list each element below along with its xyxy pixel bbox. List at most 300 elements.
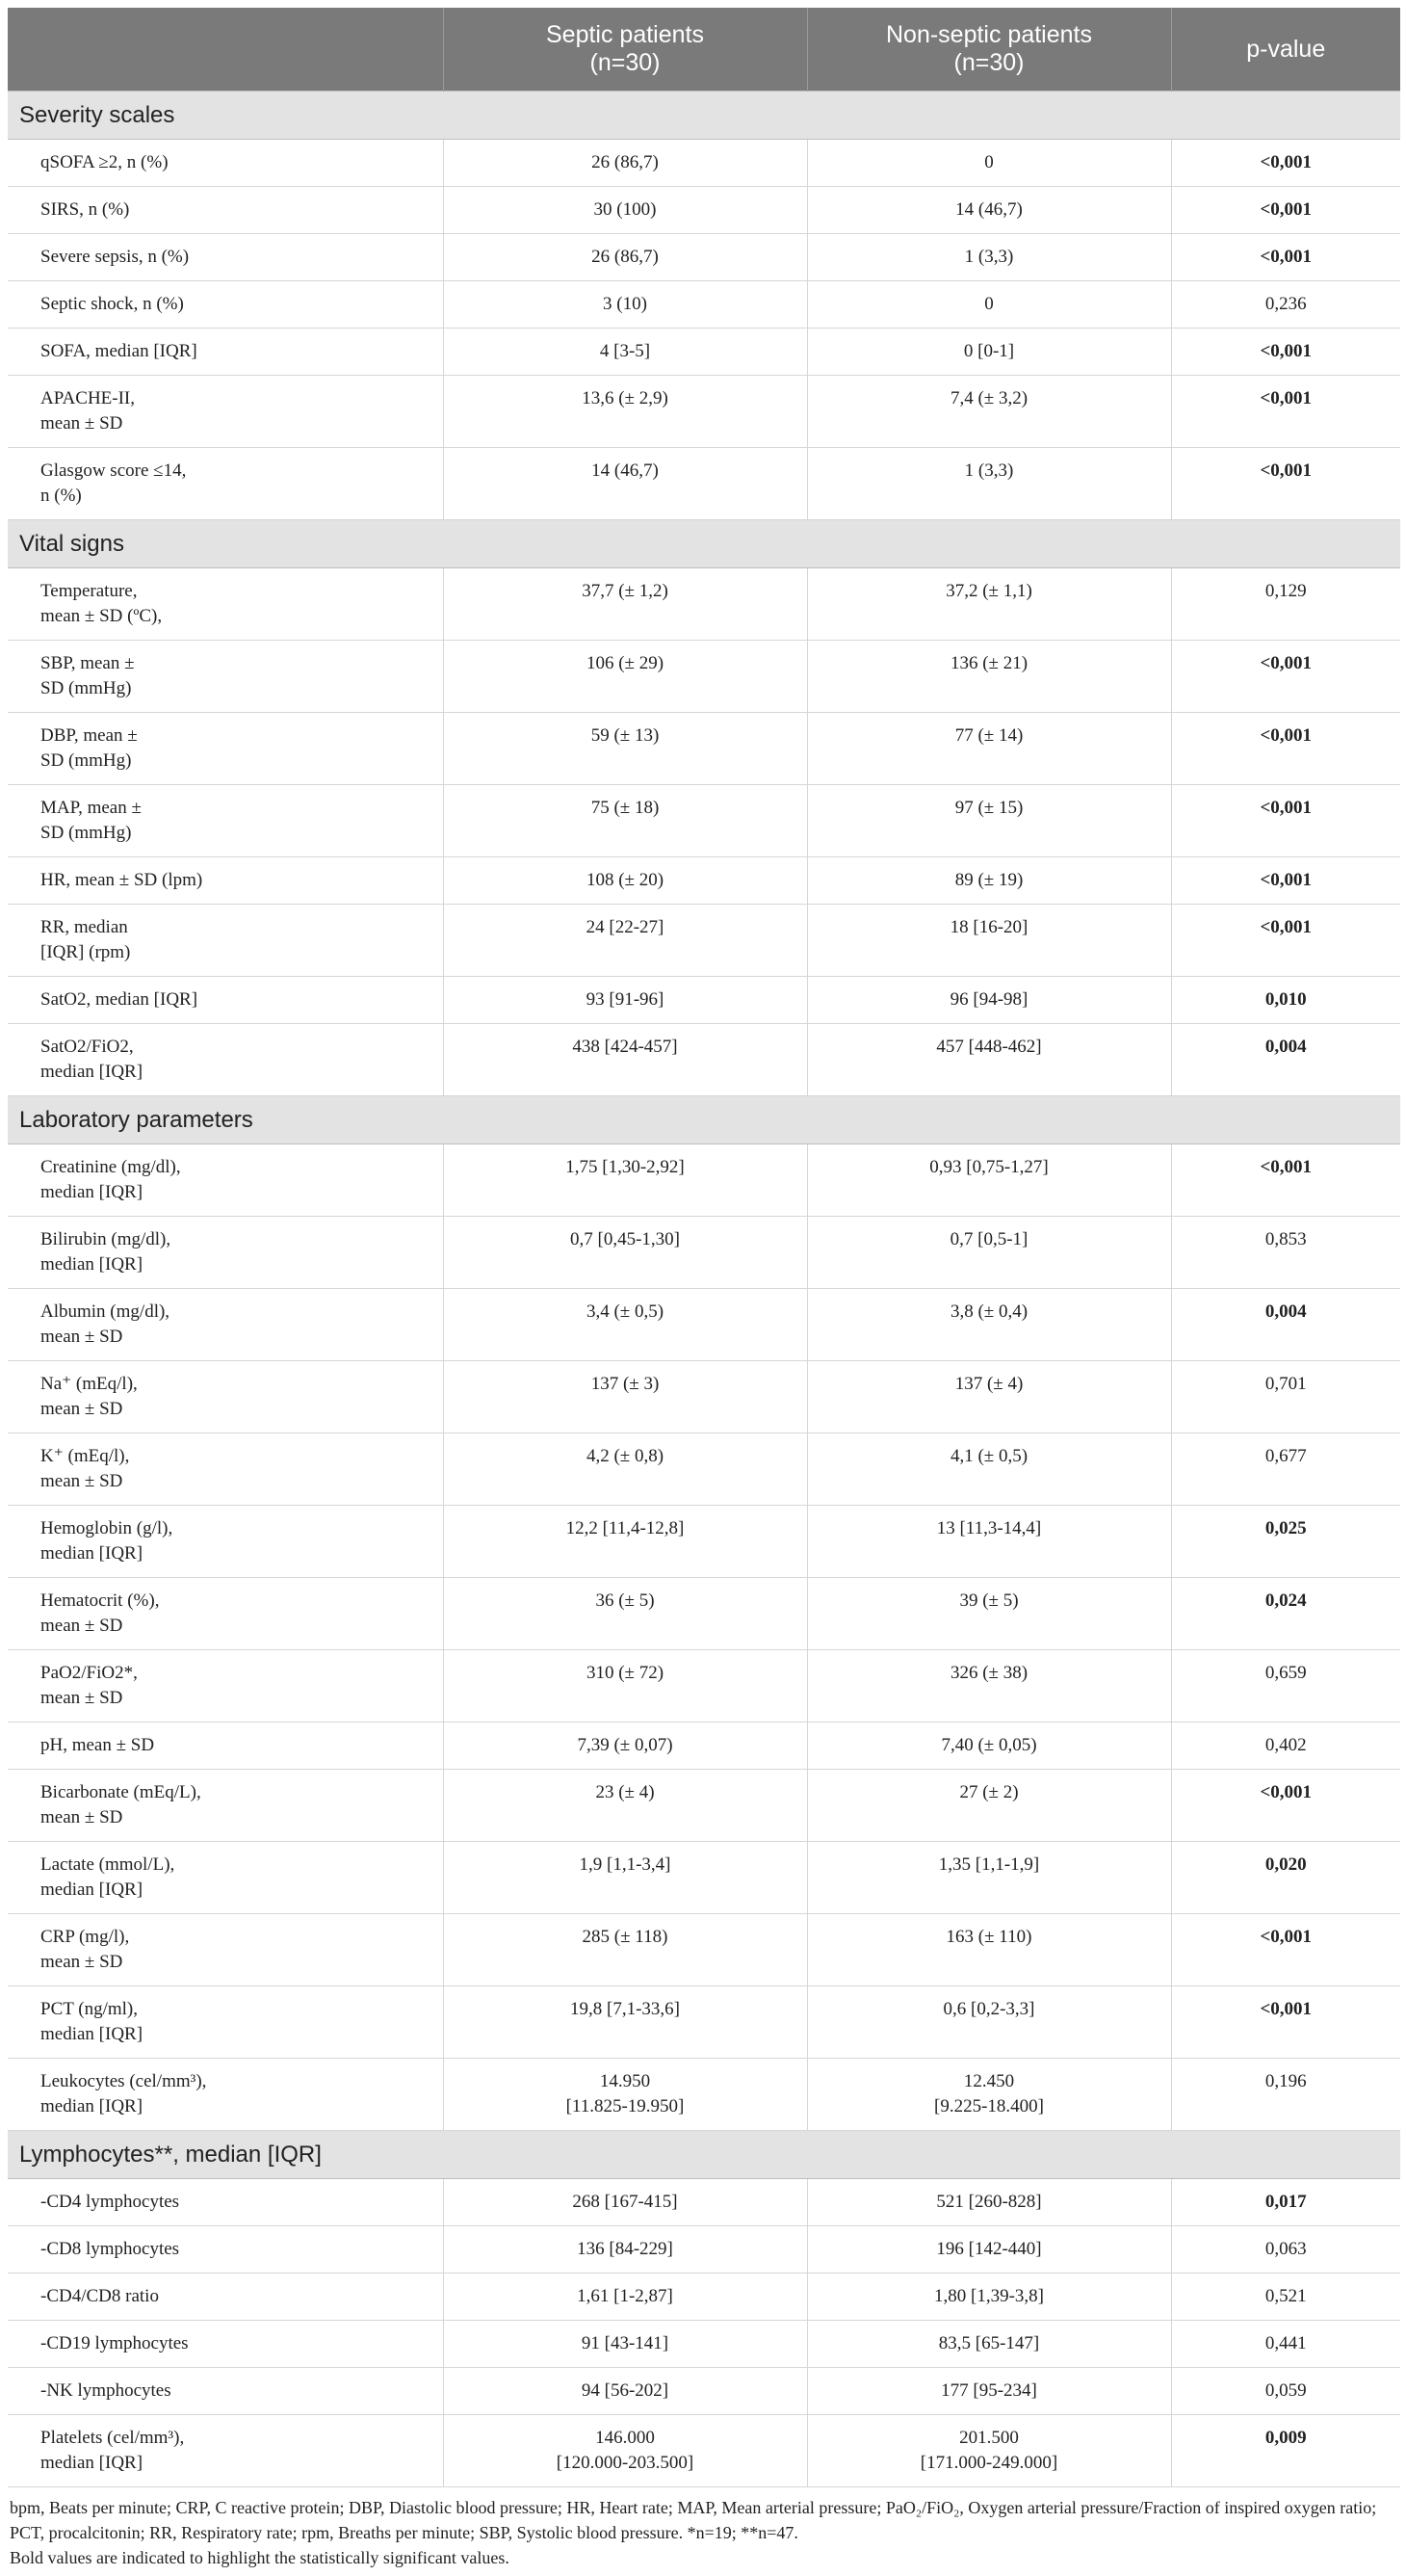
septic-value-cell-line: 268 [167-415] — [572, 2192, 678, 2212]
variable-cell — [8, 1722, 443, 1770]
pvalue-cell: 0,236 — [1171, 281, 1400, 329]
variable-cell-line: n (%) — [40, 486, 82, 506]
section-header-row — [8, 92, 1400, 140]
pvalue-cell: 0,063 — [1171, 2226, 1400, 2274]
pvalue-cell: <0,001 — [1171, 376, 1400, 448]
septic-value-cell-line: 3,4 (± 0,5) — [586, 1301, 664, 1322]
nonseptic-value-cell — [807, 2415, 1171, 2487]
pvalue-cell: 0,521 — [1171, 2274, 1400, 2321]
nonseptic-value-cell-line: 96 [94-98] — [950, 989, 1028, 1010]
septic-value-cell-line: 4,2 (± 0,8) — [586, 1446, 664, 1466]
variable-cell-line: median [IQR] — [40, 1543, 143, 1564]
septic-value-cell-line: 94 [56-202] — [581, 2380, 669, 2401]
variable-cell-line: SOFA, median [IQR] — [40, 341, 197, 361]
nonseptic-value-cell — [807, 2368, 1171, 2415]
septic-value-cell-line: 30 (100) — [593, 199, 657, 220]
pvalue-cell: 0,659 — [1171, 1650, 1400, 1722]
table-row — [8, 1578, 1400, 1650]
nonseptic-value-cell-line: 457 [448-462] — [936, 1037, 1042, 1057]
table-row — [8, 1914, 1400, 1986]
variable-cell — [8, 1914, 443, 1986]
nonseptic-value-cell — [807, 234, 1171, 281]
septic-value-cell-line: 137 (± 3) — [590, 1374, 660, 1394]
septic-value-cell-line: 14.950 — [599, 2071, 651, 2091]
pvalue-cell: <0,001 — [1171, 1914, 1400, 1986]
nonseptic-value-cell-line: 13 [11,3-14,4] — [936, 1518, 1042, 1538]
septic-value-cell — [443, 2368, 807, 2415]
pvalue-cell: 0,059 — [1171, 2368, 1400, 2415]
column-header-label: Non-septic patients — [885, 21, 1092, 48]
nonseptic-value-cell-line: 326 (± 38) — [950, 1663, 1028, 1683]
nonseptic-value-cell-line: 163 (± 110) — [946, 1927, 1032, 1947]
table-row — [8, 977, 1400, 1024]
variable-cell — [8, 1024, 443, 1096]
septic-value-cell — [443, 281, 807, 329]
table-row — [8, 785, 1400, 857]
variable-cell — [8, 2274, 443, 2321]
variable-cell — [8, 785, 443, 857]
nonseptic-value-cell — [807, 1578, 1171, 1650]
variable-cell — [8, 234, 443, 281]
septic-value-cell — [443, 1361, 807, 1433]
nonseptic-value-cell-line: [171.000-249.000] — [920, 2453, 1058, 2473]
nonseptic-value-cell — [807, 641, 1171, 713]
pvalue-cell: 0,004 — [1171, 1289, 1400, 1361]
table-row — [8, 1433, 1400, 1506]
pvalue-cell: <0,001 — [1171, 1770, 1400, 1842]
variable-cell — [8, 2321, 443, 2368]
variable-cell — [8, 641, 443, 713]
table-row — [8, 2368, 1400, 2415]
table-row — [8, 187, 1400, 234]
column-header-n: (n=30) — [953, 49, 1025, 76]
table-row — [8, 281, 1400, 329]
nonseptic-value-cell-line: 27 (± 2) — [959, 1782, 1019, 1802]
septic-value-cell-line: 108 (± 20) — [586, 870, 664, 890]
variable-cell-line: Lactate (mmol/L), — [40, 1854, 175, 1875]
septic-value-cell — [443, 234, 807, 281]
septic-value-cell — [443, 977, 807, 1024]
pvalue-cell: 0,020 — [1171, 1842, 1400, 1914]
variable-cell-line: median [IQR] — [40, 1879, 143, 1900]
septic-value-cell-line: 26 (86,7) — [591, 152, 659, 172]
septic-value-cell — [443, 1024, 807, 1096]
variable-cell-line: SIRS, n (%) — [40, 199, 130, 220]
septic-value-cell — [443, 2274, 807, 2321]
variable-cell — [8, 977, 443, 1024]
variable-cell-line: SatO2, median [IQR] — [40, 989, 198, 1010]
section-header-row — [8, 1096, 1400, 1144]
table-row — [8, 376, 1400, 448]
variable-cell-line: Hemoglobin (g/l), — [40, 1518, 173, 1538]
pvalue-cell: 0,010 — [1171, 977, 1400, 1024]
septic-value-cell-line: 23 (± 4) — [595, 1782, 655, 1802]
septic-value-cell — [443, 376, 807, 448]
variable-cell-line: SD (mmHg) — [40, 678, 132, 698]
variable-cell — [8, 1361, 443, 1433]
variable-cell — [8, 281, 443, 329]
septic-value-cell-line: 136 [84-229] — [577, 2239, 673, 2259]
septic-value-cell-line: [11.825-19.950] — [565, 2096, 685, 2116]
nonseptic-value-cell-line: 0,93 [0,75-1,27] — [929, 1157, 1049, 1177]
nonseptic-value-cell — [807, 1024, 1171, 1096]
nonseptic-value-cell — [807, 1842, 1171, 1914]
nonseptic-value-cell-line: 1,80 [1,39-3,8] — [934, 2286, 1044, 2306]
pvalue-cell: 0,853 — [1171, 1217, 1400, 1289]
variable-cell-line: -NK lymphocytes — [40, 2380, 171, 2401]
section-title: Severity scales — [8, 92, 1400, 140]
septic-value-cell-line: 14 (46,7) — [591, 460, 659, 481]
variable-cell-line: -CD19 lymphocytes — [40, 2333, 189, 2353]
septic-value-cell-line: 75 (± 18) — [590, 798, 660, 818]
table-row — [8, 1217, 1400, 1289]
septic-value-cell-line: 24 [22-27] — [586, 917, 664, 937]
variable-cell — [8, 376, 443, 448]
septic-value-cell — [443, 1506, 807, 1578]
nonseptic-value-cell-line: 7,40 (± 0,05) — [941, 1735, 1037, 1755]
nonseptic-value-cell-line: 97 (± 15) — [954, 798, 1024, 818]
variable-cell-line: qSOFA ≥2, n (%) — [40, 152, 169, 172]
pvalue-cell: 0,017 — [1171, 2179, 1400, 2226]
table-row — [8, 1506, 1400, 1578]
table-row — [8, 2274, 1400, 2321]
septic-value-cell-line: 4 [3-5] — [599, 341, 651, 361]
variable-cell-line: CRP (mg/l), — [40, 1927, 130, 1947]
table-row — [8, 641, 1400, 713]
variable-cell — [8, 2179, 443, 2226]
septic-value-cell-line: 146.000 — [595, 2428, 655, 2448]
septic-value-cell — [443, 1433, 807, 1506]
variable-cell — [8, 1578, 443, 1650]
pvalue-cell: 0,701 — [1171, 1361, 1400, 1433]
septic-value-cell — [443, 1650, 807, 1722]
nonseptic-value-cell-line: 12.450 — [963, 2071, 1015, 2091]
nonseptic-value-cell — [807, 2059, 1171, 2131]
variable-cell — [8, 1986, 443, 2059]
variable-cell-line: median [IQR] — [40, 2096, 143, 2116]
nonseptic-value-cell — [807, 1914, 1171, 1986]
nonseptic-value-cell-line: 137 (± 4) — [954, 1374, 1024, 1394]
variable-cell-line: PaO2/FiO2*, — [40, 1663, 138, 1683]
table-row — [8, 329, 1400, 376]
nonseptic-value-cell — [807, 281, 1171, 329]
septic-value-cell-line: 1,9 [1,1-3,4] — [579, 1854, 671, 1875]
variable-cell — [8, 2415, 443, 2487]
table-footnotes — [8, 2495, 1400, 2570]
nonseptic-value-cell — [807, 2321, 1171, 2368]
septic-value-cell-line: 93 [91-96] — [586, 989, 664, 1010]
pvalue-cell: <0,001 — [1171, 713, 1400, 785]
septic-value-cell — [443, 187, 807, 234]
septic-value-cell-line: 1,75 [1,30-2,92] — [565, 1157, 685, 1177]
pvalue-cell: <0,001 — [1171, 234, 1400, 281]
variable-cell-line: SD (mmHg) — [40, 823, 132, 843]
footnote-abbreviations: bpm, Beats per minute; CRP, C reactive protein; DBP, Diastolic blood pressure; HR, Heart rate; MAP, Mean arterial pressure; PaO₂/FiO₂, Oxygen arterial pressure/Fraction of inspired oxygen ratio; PCT, procalcitonin; RR, Respiratory rate; rpm, Breaths per minute; SBP, Systolic blood pressure. *n=19; **n=47. — [10, 2498, 1377, 2542]
variable-cell — [8, 857, 443, 905]
pvalue-cell: <0,001 — [1171, 329, 1400, 376]
septic-value-cell — [443, 568, 807, 641]
section-header-row — [8, 520, 1400, 568]
variable-cell — [8, 2368, 443, 2415]
pvalue-cell: <0,001 — [1171, 905, 1400, 977]
nonseptic-value-cell-line: 4,1 (± 0,5) — [950, 1446, 1028, 1466]
nonseptic-value-cell-line: 177 [95-234] — [941, 2380, 1037, 2401]
septic-value-cell — [443, 1144, 807, 1217]
septic-value-cell-line: 3 (10) — [603, 294, 647, 314]
variable-cell-line: Hematocrit (%), — [40, 1590, 160, 1611]
variable-cell — [8, 1842, 443, 1914]
table-row — [8, 1842, 1400, 1914]
nonseptic-value-cell — [807, 1217, 1171, 1289]
section-title: Vital signs — [8, 520, 1400, 568]
septic-value-cell — [443, 448, 807, 520]
variable-cell-line: Bicarbonate (mEq/L), — [40, 1782, 201, 1802]
septic-value-cell-line: 106 (± 29) — [586, 653, 664, 673]
septic-value-cell-line: 36 (± 5) — [595, 1590, 655, 1611]
variable-cell-line: median [IQR] — [40, 2024, 143, 2044]
nonseptic-value-cell-line: 37,2 (± 1,1) — [946, 581, 1032, 601]
table-row — [8, 1024, 1400, 1096]
table-row — [8, 1770, 1400, 1842]
septic-value-cell — [443, 2321, 807, 2368]
septic-value-cell-line: 26 (86,7) — [591, 247, 659, 267]
pvalue-cell: <0,001 — [1171, 641, 1400, 713]
variable-cell-line: Bilirubin (mg/dl), — [40, 1229, 171, 1249]
septic-value-cell — [443, 1289, 807, 1361]
variable-cell-line: K⁺ (mEq/l), — [40, 1446, 130, 1466]
pvalue-cell: <0,001 — [1171, 140, 1400, 187]
variable-cell — [8, 2226, 443, 2274]
section-title: Lymphocytes**, median [IQR] — [8, 2131, 1400, 2179]
table-row — [8, 448, 1400, 520]
pvalue-cell: 0,402 — [1171, 1722, 1400, 1770]
variable-cell-line: HR, mean ± SD (lpm) — [40, 870, 203, 890]
nonseptic-value-cell-line: 0 [0-1] — [963, 341, 1015, 361]
nonseptic-value-cell-line: 14 (46,7) — [955, 199, 1023, 220]
variable-cell — [8, 2059, 443, 2131]
pvalue-cell: <0,001 — [1171, 857, 1400, 905]
variable-cell-line: Na⁺ (mEq/l), — [40, 1374, 138, 1394]
variable-cell — [8, 1217, 443, 1289]
variable-cell-line: median [IQR] — [40, 1062, 143, 1082]
septic-value-cell — [443, 2179, 807, 2226]
table-row — [8, 713, 1400, 785]
pvalue-cell: 0,677 — [1171, 1433, 1400, 1506]
septic-value-cell — [443, 905, 807, 977]
nonseptic-value-cell-line: 89 (± 19) — [954, 870, 1024, 890]
nonseptic-value-cell — [807, 1144, 1171, 1217]
septic-value-cell — [443, 2059, 807, 2131]
septic-value-cell — [443, 641, 807, 713]
nonseptic-value-cell-line: 196 [142-440] — [936, 2239, 1042, 2259]
section-title: Laboratory parameters — [8, 1096, 1400, 1144]
nonseptic-value-cell-line: 18 [16-20] — [950, 917, 1028, 937]
variable-cell-line: mean ± SD — [40, 1327, 123, 1347]
nonseptic-value-cell — [807, 1289, 1171, 1361]
variable-cell-line: Glasgow score ≤14, — [40, 460, 187, 481]
variable-cell-line: mean ± SD — [40, 1399, 123, 1419]
column-header-n: (n=30) — [589, 49, 661, 76]
pvalue-cell: 0,025 — [1171, 1506, 1400, 1578]
table-figure — [8, 8, 1400, 2570]
nonseptic-value-cell — [807, 376, 1171, 448]
nonseptic-value-cell — [807, 1506, 1171, 1578]
table-row — [8, 2179, 1400, 2226]
pvalue-cell: 0,129 — [1171, 568, 1400, 641]
septic-value-cell — [443, 1914, 807, 1986]
variable-cell-line: mean ± SD — [40, 1616, 123, 1636]
table-row — [8, 2415, 1400, 2487]
variable-cell-line: APACHE-II, — [40, 388, 135, 408]
nonseptic-value-cell-line: 7,4 (± 3,2) — [950, 388, 1028, 408]
variable-cell-line: -CD4/CD8 ratio — [40, 2286, 159, 2306]
table-row — [8, 234, 1400, 281]
septic-value-cell — [443, 1986, 807, 2059]
nonseptic-value-cell — [807, 448, 1171, 520]
variable-cell-line: DBP, mean ± — [40, 725, 138, 746]
table-row — [8, 857, 1400, 905]
nonseptic-value-cell — [807, 2274, 1171, 2321]
nonseptic-value-cell — [807, 977, 1171, 1024]
septic-value-cell-line: 91 [43-141] — [581, 2333, 669, 2353]
variable-cell-line: median [IQR] — [40, 1254, 143, 1275]
nonseptic-value-cell — [807, 713, 1171, 785]
nonseptic-value-cell-line: 201.500 — [959, 2428, 1019, 2448]
nonseptic-value-cell — [807, 1361, 1171, 1433]
nonseptic-value-cell — [807, 785, 1171, 857]
variable-cell-line: -CD8 lymphocytes — [40, 2239, 180, 2259]
septic-value-cell-line: 7,39 (± 0,07) — [577, 1735, 673, 1755]
variable-cell-line: MAP, mean ± — [40, 798, 142, 818]
septic-value-cell — [443, 1842, 807, 1914]
variable-cell-line: RR, median — [40, 917, 128, 937]
table-row — [8, 1289, 1400, 1361]
variable-cell-line: [IQR] (rpm) — [40, 942, 131, 962]
pvalue-cell: <0,001 — [1171, 448, 1400, 520]
nonseptic-value-cell-line: [9.225-18.400] — [934, 2096, 1044, 2116]
nonseptic-value-cell — [807, 1722, 1171, 1770]
nonseptic-value-cell — [807, 140, 1171, 187]
table-row — [8, 140, 1400, 187]
septic-value-cell-line: 438 [424-457] — [572, 1037, 678, 1057]
variable-cell-line: Severe sepsis, n (%) — [40, 247, 190, 267]
nonseptic-value-cell-line: 521 [260-828] — [936, 2192, 1042, 2212]
column-header-variable — [8, 8, 443, 92]
variable-cell-line: mean ± SD — [40, 1471, 123, 1491]
table-row — [8, 1361, 1400, 1433]
variable-cell-line: mean ± SD — [40, 413, 123, 434]
nonseptic-value-cell-line: 1 (3,3) — [964, 460, 1014, 481]
table-row — [8, 905, 1400, 977]
septic-value-cell — [443, 785, 807, 857]
nonseptic-value-cell — [807, 1986, 1171, 2059]
table-body — [8, 92, 1400, 2487]
pvalue-cell: 0,441 — [1171, 2321, 1400, 2368]
septic-value-cell — [443, 2226, 807, 2274]
septic-value-cell — [443, 2415, 807, 2487]
septic-value-cell — [443, 1578, 807, 1650]
variable-cell-line: -CD4 lymphocytes — [40, 2192, 180, 2212]
nonseptic-value-cell — [807, 187, 1171, 234]
variable-cell-line: mean ± SD (ºC), — [40, 606, 163, 626]
pvalue-cell: 0,024 — [1171, 1578, 1400, 1650]
nonseptic-value-cell-line: 1 (3,3) — [964, 247, 1014, 267]
variable-cell — [8, 1144, 443, 1217]
septic-value-cell-line: 1,61 [1-2,87] — [577, 2286, 673, 2306]
pvalue-cell: <0,001 — [1171, 1144, 1400, 1217]
variable-cell — [8, 187, 443, 234]
septic-value-cell-line: 13,6 (± 2,9) — [582, 388, 668, 408]
variable-cell-line: median [IQR] — [40, 2453, 143, 2473]
septic-value-cell-line: 59 (± 13) — [590, 725, 660, 746]
table-header — [8, 8, 1400, 92]
septic-value-cell-line: [120.000-203.500] — [556, 2453, 694, 2473]
variable-cell — [8, 329, 443, 376]
nonseptic-value-cell — [807, 905, 1171, 977]
variable-cell-line: SatO2/FiO2, — [40, 1037, 134, 1057]
septic-value-cell-line: 12,2 [11,4-12,8] — [565, 1518, 685, 1538]
nonseptic-value-cell-line: 83,5 [65-147] — [938, 2333, 1040, 2353]
nonseptic-value-cell — [807, 1650, 1171, 1722]
data-table — [8, 8, 1400, 2487]
variable-cell-line: Temperature, — [40, 581, 138, 601]
nonseptic-value-cell-line: 0,7 [0,5-1] — [950, 1229, 1028, 1249]
septic-value-cell — [443, 1217, 807, 1289]
column-header-septic — [443, 8, 807, 92]
variable-cell — [8, 905, 443, 977]
table-row — [8, 1144, 1400, 1217]
variable-cell — [8, 1770, 443, 1842]
nonseptic-value-cell — [807, 1770, 1171, 1842]
nonseptic-value-cell — [807, 2226, 1171, 2274]
section-header-row — [8, 2131, 1400, 2179]
table-row — [8, 2226, 1400, 2274]
septic-value-cell — [443, 857, 807, 905]
variable-cell — [8, 140, 443, 187]
nonseptic-value-cell-line: 0 — [984, 152, 994, 172]
septic-value-cell-line: 19,8 [7,1-33,6] — [570, 1999, 680, 2019]
nonseptic-value-cell-line: 0 — [984, 294, 994, 314]
septic-value-cell-line: 310 (± 72) — [586, 1663, 664, 1683]
septic-value-cell — [443, 329, 807, 376]
variable-cell — [8, 1289, 443, 1361]
variable-cell-line: mean ± SD — [40, 1952, 123, 1972]
column-header-label: Septic patients — [546, 21, 704, 48]
nonseptic-value-cell — [807, 1433, 1171, 1506]
pvalue-cell: <0,001 — [1171, 785, 1400, 857]
nonseptic-value-cell-line: 39 (± 5) — [959, 1590, 1019, 1611]
variable-cell-line: Septic shock, n (%) — [40, 294, 184, 314]
pvalue-cell: <0,001 — [1171, 187, 1400, 234]
nonseptic-value-cell-line: 3,8 (± 0,4) — [950, 1301, 1028, 1322]
table-row — [8, 1650, 1400, 1722]
column-header-nonseptic — [807, 8, 1171, 92]
variable-cell-line: Creatinine (mg/dl), — [40, 1157, 181, 1177]
variable-cell-line: median [IQR] — [40, 1182, 143, 1202]
table-row — [8, 1722, 1400, 1770]
variable-cell-line: Albumin (mg/dl), — [40, 1301, 170, 1322]
column-header-label: p-value — [1246, 35, 1326, 63]
septic-value-cell-line: 37,7 (± 1,2) — [582, 581, 668, 601]
nonseptic-value-cell — [807, 568, 1171, 641]
variable-cell-line: pH, mean ± SD — [40, 1735, 155, 1755]
nonseptic-value-cell-line: 136 (± 21) — [950, 653, 1028, 673]
variable-cell — [8, 1506, 443, 1578]
variable-cell — [8, 448, 443, 520]
variable-cell-line: Platelets (cel/mm³), — [40, 2428, 185, 2448]
septic-value-cell — [443, 140, 807, 187]
column-header-pvalue — [1171, 8, 1400, 92]
